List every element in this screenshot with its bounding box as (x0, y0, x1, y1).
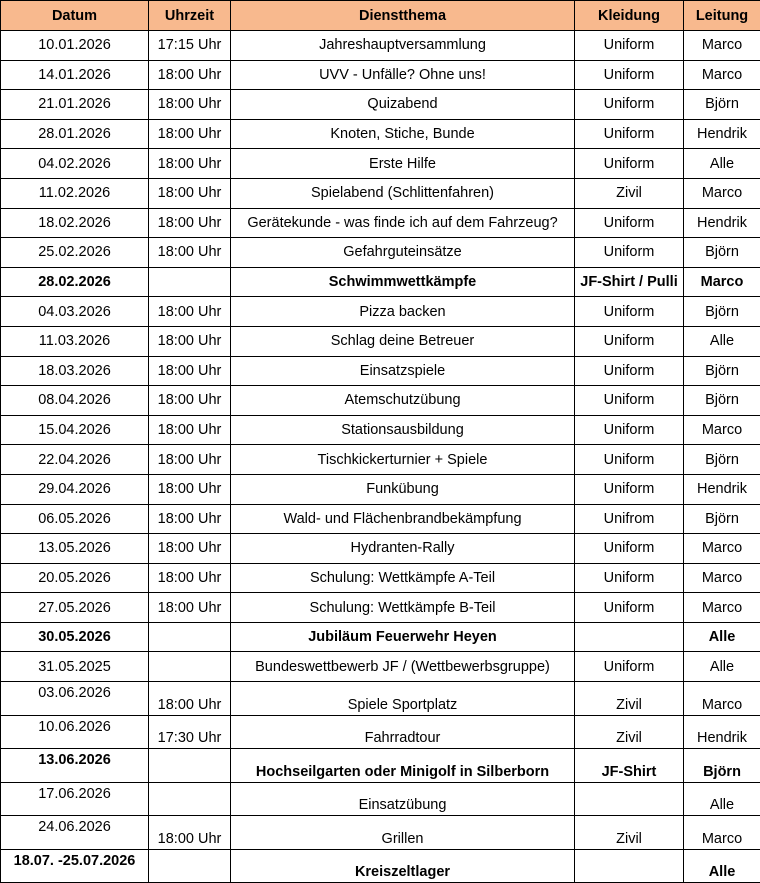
cell-topic: Grillen (231, 816, 575, 850)
cell-clothing: JF-Shirt (575, 749, 684, 783)
cell-lead: Hendrik (684, 474, 760, 504)
cell-topic: Schwimmwettkämpfe (231, 267, 575, 297)
cell-clothing: Uniform (575, 238, 684, 268)
table-row (1, 31, 760, 61)
cell-lead: Björn (684, 356, 760, 386)
cell-topic: Schulung: Wettkämpfe A-Teil (231, 563, 575, 593)
table-row (1, 326, 760, 356)
table-row (1, 356, 760, 386)
cell-date: 28.01.2026 (1, 119, 149, 149)
cell-date: 28.02.2026 (1, 267, 149, 297)
cell-topic: Jahreshauptversammlung (231, 31, 575, 61)
cell-time: 18:00 Uhr (149, 445, 231, 475)
cell-lead: Marco (684, 816, 760, 850)
cell-time: 18:00 Uhr (149, 238, 231, 268)
cell-time: 18:00 Uhr (149, 386, 231, 416)
table-row (1, 415, 760, 445)
cell-topic: Schlag deine Betreuer (231, 326, 575, 356)
cell-time: 18:00 Uhr (149, 119, 231, 149)
cell-lead: Marco (684, 178, 760, 208)
cell-clothing: Uniform (575, 445, 684, 475)
cell-date: 13.06.2026 (1, 749, 149, 783)
cell-time: 18:00 Uhr (149, 60, 231, 90)
table-row (1, 622, 760, 652)
column-header-clothing: Kleidung (575, 1, 684, 31)
cell-clothing: Uniform (575, 119, 684, 149)
cell-time: 18:00 Uhr (149, 326, 231, 356)
cell-lead: Marco (684, 267, 760, 297)
cell-time: 18:00 Uhr (149, 534, 231, 564)
cell-date: 11.02.2026 (1, 178, 149, 208)
cell-date: 22.04.2026 (1, 445, 149, 475)
cell-clothing (575, 622, 684, 652)
cell-topic: Spielabend (Schlittenfahren) (231, 178, 575, 208)
cell-topic: Atemschutzübung (231, 386, 575, 416)
cell-clothing (575, 782, 684, 816)
cell-lead: Marco (684, 60, 760, 90)
cell-date: 27.05.2026 (1, 593, 149, 623)
cell-lead: Marco (684, 31, 760, 61)
cell-clothing: Uniform (575, 652, 684, 682)
cell-time: 18:00 Uhr (149, 474, 231, 504)
cell-topic: Hydranten-Rally (231, 534, 575, 564)
cell-date: 24.06.2026 (1, 816, 149, 850)
cell-topic: Wald- und Flächenbrandbekämpfung (231, 504, 575, 534)
table-row (1, 593, 760, 623)
table-row (1, 504, 760, 534)
cell-date: 18.03.2026 (1, 356, 149, 386)
cell-time: 18:00 Uhr (149, 90, 231, 120)
cell-clothing: Uniform (575, 60, 684, 90)
cell-date: 11.03.2026 (1, 326, 149, 356)
cell-time: 18:00 Uhr (149, 178, 231, 208)
table-row (1, 60, 760, 90)
table-row (1, 652, 760, 682)
table-row (1, 238, 760, 268)
table-row (1, 119, 760, 149)
cell-time: 18:00 Uhr (149, 504, 231, 534)
cell-date: 31.05.2025 (1, 652, 149, 682)
cell-lead: Björn (684, 297, 760, 327)
cell-lead: Marco (684, 593, 760, 623)
cell-topic: Kreiszeltlager (231, 849, 575, 883)
cell-date: 20.05.2026 (1, 563, 149, 593)
table-row (1, 208, 760, 238)
cell-date: 29.04.2026 (1, 474, 149, 504)
cell-clothing: Uniform (575, 326, 684, 356)
cell-topic: Schulung: Wettkämpfe B-Teil (231, 593, 575, 623)
cell-topic: Fahrradtour (231, 715, 575, 749)
cell-topic: Stationsausbildung (231, 415, 575, 445)
cell-lead: Marco (684, 415, 760, 445)
cell-date: 21.01.2026 (1, 90, 149, 120)
table-row (1, 715, 760, 749)
table-row (1, 149, 760, 179)
cell-date: 17.06.2026 (1, 782, 149, 816)
cell-clothing: Uniform (575, 149, 684, 179)
cell-clothing: Zivil (575, 816, 684, 850)
cell-date: 30.05.2026 (1, 622, 149, 652)
table-row (1, 90, 760, 120)
cell-time (149, 652, 231, 682)
cell-time: 18:00 Uhr (149, 563, 231, 593)
cell-topic: Einsatzübung (231, 782, 575, 816)
cell-lead: Alle (684, 622, 760, 652)
cell-clothing: Uniform (575, 208, 684, 238)
cell-lead: Björn (684, 386, 760, 416)
cell-topic: Hochseilgarten oder Minigolf in Silberborn (231, 749, 575, 783)
table-row (1, 297, 760, 327)
cell-lead: Hendrik (684, 715, 760, 749)
cell-clothing: Uniform (575, 297, 684, 327)
cell-lead: Marco (684, 563, 760, 593)
cell-topic: Spiele Sportplatz (231, 682, 575, 716)
cell-date: 03.06.2026 (1, 682, 149, 716)
cell-lead: Marco (684, 682, 760, 716)
cell-clothing: Uniform (575, 534, 684, 564)
cell-time (149, 749, 231, 783)
cell-topic: Einsatzspiele (231, 356, 575, 386)
cell-clothing: Unifrom (575, 504, 684, 534)
cell-clothing: Uniform (575, 415, 684, 445)
cell-date: 06.05.2026 (1, 504, 149, 534)
cell-topic: Knoten, Stiche, Bunde (231, 119, 575, 149)
cell-topic: Pizza backen (231, 297, 575, 327)
cell-clothing: Uniform (575, 593, 684, 623)
cell-date: 18.07. -25.07.2026 (1, 849, 149, 883)
table-row (1, 749, 760, 783)
table-row (1, 563, 760, 593)
cell-lead: Alle (684, 652, 760, 682)
cell-date: 10.01.2026 (1, 31, 149, 61)
cell-clothing: Uniform (575, 386, 684, 416)
cell-lead: Alle (684, 326, 760, 356)
cell-clothing: JF-Shirt / Pulli (575, 267, 684, 297)
table-header (1, 1, 760, 31)
cell-time: 17:30 Uhr (149, 715, 231, 749)
cell-date: 18.02.2026 (1, 208, 149, 238)
cell-clothing: Uniform (575, 356, 684, 386)
table-row (1, 178, 760, 208)
cell-date: 15.04.2026 (1, 415, 149, 445)
cell-date: 13.05.2026 (1, 534, 149, 564)
cell-time: 18:00 Uhr (149, 297, 231, 327)
cell-time (149, 782, 231, 816)
table-row (1, 849, 760, 883)
cell-date: 14.01.2026 (1, 60, 149, 90)
table-row (1, 386, 760, 416)
cell-topic: Jubiläum Feuerwehr Heyen (231, 622, 575, 652)
table-row (1, 782, 760, 816)
cell-date: 08.04.2026 (1, 386, 149, 416)
cell-clothing: Uniform (575, 31, 684, 61)
cell-time (149, 267, 231, 297)
cell-time (149, 622, 231, 652)
cell-time: 18:00 Uhr (149, 356, 231, 386)
cell-clothing: Uniform (575, 563, 684, 593)
table-row (1, 816, 760, 850)
cell-time: 18:00 Uhr (149, 149, 231, 179)
cell-date: 04.02.2026 (1, 149, 149, 179)
cell-time (149, 849, 231, 883)
cell-clothing: Zivil (575, 178, 684, 208)
cell-lead: Alle (684, 782, 760, 816)
cell-time: 17:15 Uhr (149, 31, 231, 61)
cell-clothing (575, 849, 684, 883)
column-header-lead: Leitung (684, 1, 760, 31)
cell-time: 18:00 Uhr (149, 682, 231, 716)
table-row (1, 445, 760, 475)
table-body (1, 31, 760, 883)
cell-lead: Björn (684, 90, 760, 120)
cell-clothing: Zivil (575, 715, 684, 749)
cell-topic: Funkübung (231, 474, 575, 504)
cell-lead: Hendrik (684, 119, 760, 149)
cell-topic: Gefahrguteinsätze (231, 238, 575, 268)
cell-topic: Erste Hilfe (231, 149, 575, 179)
cell-topic: Tischkickerturnier + Spiele (231, 445, 575, 475)
cell-time: 18:00 Uhr (149, 593, 231, 623)
cell-date: 04.03.2026 (1, 297, 149, 327)
cell-date: 10.06.2026 (1, 715, 149, 749)
column-header-date: Datum (1, 1, 149, 31)
table-row (1, 474, 760, 504)
table-row (1, 267, 760, 297)
cell-clothing: Zivil (575, 682, 684, 716)
header-row (1, 1, 760, 31)
cell-topic: Quizabend (231, 90, 575, 120)
cell-clothing: Uniform (575, 90, 684, 120)
cell-topic: Bundeswettbewerb JF / (Wettbewerbsgruppe) (231, 652, 575, 682)
cell-lead: Marco (684, 534, 760, 564)
column-header-topic: Dienstthema (231, 1, 575, 31)
cell-lead: Alle (684, 849, 760, 883)
cell-lead: Hendrik (684, 208, 760, 238)
cell-topic: UVV - Unfälle? Ohne uns! (231, 60, 575, 90)
cell-date: 25.02.2026 (1, 238, 149, 268)
cell-topic: Gerätekunde - was finde ich auf dem Fahrzeug? (231, 208, 575, 238)
cell-lead: Björn (684, 238, 760, 268)
cell-lead: Björn (684, 504, 760, 534)
cell-time: 18:00 Uhr (149, 415, 231, 445)
cell-clothing: Uniform (575, 474, 684, 504)
table-row (1, 682, 760, 716)
cell-lead: Alle (684, 149, 760, 179)
cell-time: 18:00 Uhr (149, 816, 231, 850)
table-row (1, 534, 760, 564)
column-header-time: Uhrzeit (149, 1, 231, 31)
cell-time: 18:00 Uhr (149, 208, 231, 238)
cell-lead: Björn (684, 445, 760, 475)
cell-lead: Björn (684, 749, 760, 783)
